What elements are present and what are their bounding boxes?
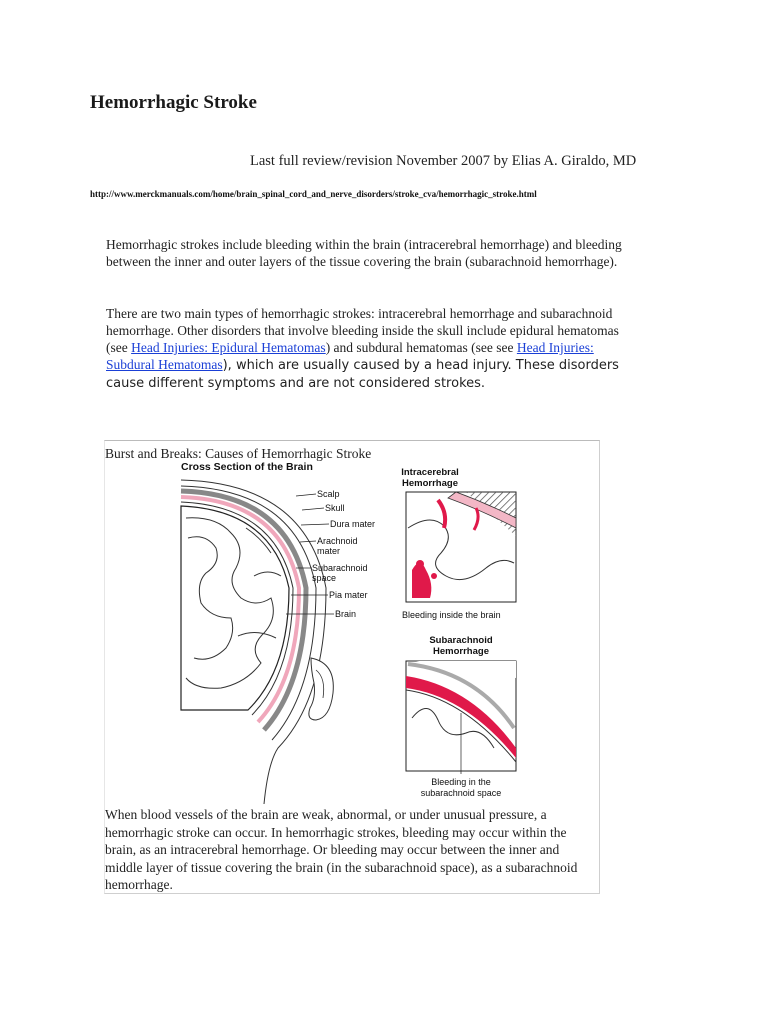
epidural-hematomas-link[interactable]: Head Injuries: Epidural Hematomas: [131, 340, 326, 355]
label-arachnoid-mater: mater: [317, 546, 341, 556]
types-paragraph: [106, 305, 626, 392]
review-line: Last full review/revision November 2007 by Elias A. Giraldo, MD: [250, 153, 637, 169]
label-skull: Skull: [325, 503, 345, 513]
brain-illustration: [176, 458, 526, 804]
label-brain: Brain: [335, 609, 357, 619]
subarachnoid-caption-1: Bleeding in the: [431, 777, 491, 787]
types-text-a: There are two main types of hemorrhagic strokes: intracerebral hemorrhage and subarachnoid hemorrhage. Other disorders that involve bleeding inside the skull include epidural hematomas (see: [106, 306, 619, 355]
cross-section-title: Cross Section of the Brain: [181, 461, 313, 473]
subarachnoid-title-2: Hemorrhage: [433, 646, 489, 657]
subarachnoid-inset: [406, 635, 516, 798]
types-text-c: ), which are usually caused by a head injury. These disorders cause different symptoms and are not considered strokes.: [106, 358, 619, 391]
subdural-hematomas-link[interactable]: Head Injuries: Subdural Hematomas: [106, 340, 594, 372]
label-arachnoid: Arachnoid: [317, 536, 358, 546]
figure-caption: When blood vessels of the brain are weak, abnormal, or under unusual pressure, a hemorrhagic stroke can occur. In hemorrhagic strokes, bleeding may occur within the brain, as an intracerebral hemorrhage. Or bleeding may occur between the inner and middle layer of tissue covering the brain (in the subarachnoid space), as a subarachnoid hemorrhage.: [105, 807, 578, 892]
figure-title: Burst and Breaks: Causes of Hemorrhagic Stroke: [105, 446, 372, 461]
subarachnoid-caption-2: subarachnoid space: [420, 788, 502, 798]
page-title: Hemorrhagic Stroke: [90, 92, 257, 113]
label-subarachnoid-space: space: [312, 573, 337, 583]
label-dura-mater: Dura mater: [330, 519, 376, 529]
subarachnoid-title-1: Subarachnoid: [429, 635, 493, 646]
label-pia-mater: Pia mater: [329, 590, 368, 600]
intracerebral-caption: Bleeding inside the brain: [402, 610, 501, 620]
intracerebral-title-1: Intracerebral: [401, 467, 459, 478]
intracerebral-title-2: Hemorrhage: [402, 478, 458, 489]
source-url: http://www.merckmanuals.com/home/brain_spinal_cord_and_nerve_disorders/stroke_cva/hemorrhagic_stroke.html: [90, 189, 537, 199]
intro-paragraph: Hemorrhagic strokes include bleeding within the brain (intracerebral hemorrhage) and bleeding between the inner and outer layers of the tissue covering the brain (subarachnoid hemorrhage).: [106, 237, 622, 269]
label-scalp: Scalp: [317, 489, 340, 499]
intracerebral-inset: [401, 467, 516, 620]
types-text-b: ) and subdural hematomas (see see: [325, 340, 517, 355]
cross-section-diagram: [181, 480, 333, 804]
label-subarachnoid: Subarachnoid: [312, 563, 368, 573]
